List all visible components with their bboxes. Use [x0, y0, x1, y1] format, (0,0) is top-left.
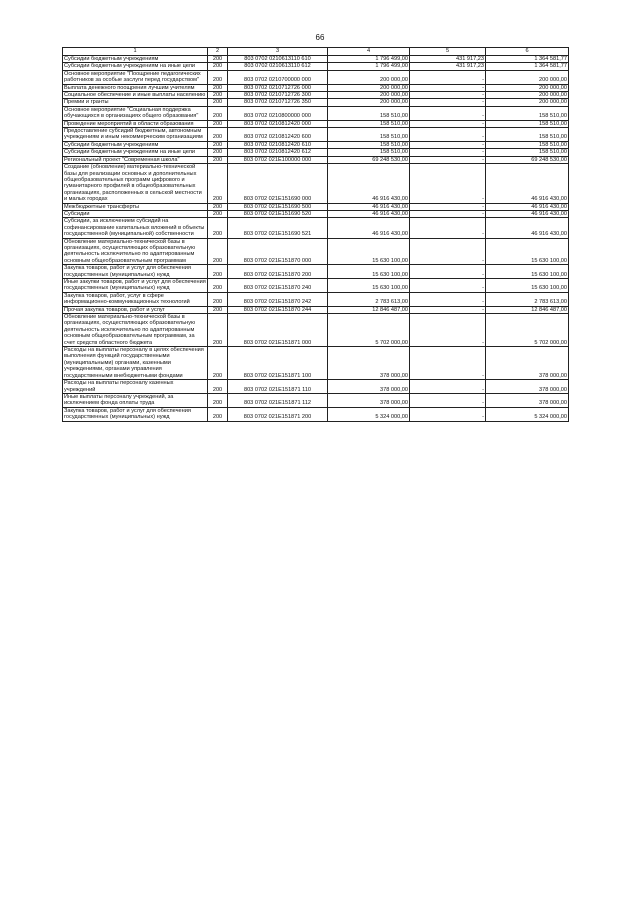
row-admin-cell: 200	[208, 238, 228, 265]
column-header: 4	[328, 48, 410, 56]
row-total-cell: 158 510,00	[486, 141, 569, 148]
column-header: 5	[410, 48, 486, 56]
row-admin-cell: 200	[208, 380, 228, 394]
row-amount-cell: 200 000,00	[328, 92, 410, 99]
row-code-cell: 803 0702 0210712726 350	[228, 99, 328, 106]
row-code-cell: 803 0702 021E151871 110	[228, 380, 328, 394]
row-code-cell: 803 0702 021E151871 000	[228, 314, 328, 347]
row-amount-cell: 5 324 000,00	[328, 407, 410, 421]
row-total-cell: 378 000,00	[486, 347, 569, 380]
table-row	[63, 120, 569, 127]
row-code-cell: 803 0702 0210812420 612	[228, 149, 328, 156]
table-row	[63, 306, 569, 313]
row-change-cell: 431 917,23	[410, 63, 486, 70]
row-name-cell: Закупка товаров, работ и услуг для обеспечения государственных (муниципальных) нужд	[63, 407, 208, 421]
row-amount-cell: 378 000,00	[328, 380, 410, 394]
row-name-cell: Обновление материально-технической базы в организациях, осуществляющих образовательную деятельность исключительно по адаптированным основным общеобразовательным программам, за счет средств областного бюджета	[63, 314, 208, 347]
row-change-cell: -	[410, 84, 486, 91]
row-total-cell: 378 000,00	[486, 380, 569, 394]
row-name-cell: Закупка товаров, работ, услуг в сфере информационно-коммуникационных технологий	[63, 292, 208, 306]
row-admin-cell: 200	[208, 120, 228, 127]
row-total-cell: 69 248 530,00	[486, 156, 569, 163]
row-admin-cell: 200	[208, 149, 228, 156]
table-row	[63, 106, 569, 120]
row-total-cell: 5 324 000,00	[486, 407, 569, 421]
row-code-cell: 803 0702 021E151870 000	[228, 238, 328, 265]
row-code-cell: 803 0702 021E151690 521	[228, 218, 328, 238]
row-name-cell: Субсидии бюджетным учреждениям на иные цели	[63, 149, 208, 156]
row-code-cell: 803 0702 021E151870 244	[228, 306, 328, 313]
header-row	[63, 48, 569, 56]
table-row	[63, 393, 569, 407]
row-amount-cell: 15 630 100,00	[328, 279, 410, 293]
row-change-cell: -	[410, 238, 486, 265]
row-name-cell: Расходы на выплаты персоналу в целях обеспечения выполнения функций государственными (муниципальными) органами, казенными учреждениями, органами управления государственными внебюджетными фондами	[63, 347, 208, 380]
row-change-cell: -	[410, 164, 486, 203]
row-change-cell: -	[410, 279, 486, 293]
row-change-cell: -	[410, 306, 486, 313]
row-name-cell: Основное мероприятие "Поощрение педагогических работников за особые заслуги перед государством"	[63, 70, 208, 84]
row-total-cell: 200 000,00	[486, 99, 569, 106]
row-admin-cell: 200	[208, 210, 228, 217]
budget-table	[62, 47, 569, 422]
row-code-cell: 803 0702 021E151690 500	[228, 203, 328, 210]
row-name-cell: Основное мероприятие "Социальная поддержка обучающихся в организациях общего образования"	[63, 106, 208, 120]
row-name-cell: Субсидии бюджетным учреждениям	[63, 141, 208, 148]
row-code-cell: 803 0702 0210613110 612	[228, 63, 328, 70]
table-row	[63, 238, 569, 265]
row-admin-cell: 200	[208, 203, 228, 210]
row-change-cell: -	[410, 99, 486, 106]
row-name-cell: Иные закупки товаров, работ и услуг для обеспечения государственных (муниципальных) нужд	[64, 279, 206, 292]
row-name-cell: Закупка товаров, работ и услуг для обеспечения государственных (муниципальных) нужд	[63, 265, 208, 279]
row-change-cell: -	[410, 347, 486, 380]
row-code-cell: 803 0702 0210712726 300	[228, 92, 328, 99]
row-code-cell: 803 0702 021E151871 100	[228, 347, 328, 380]
row-admin-cell: 200	[208, 70, 228, 84]
table-row	[63, 407, 569, 421]
row-total-cell: 46 916 430,00	[486, 210, 569, 217]
row-change-cell: -	[410, 203, 486, 210]
row-name-cell: Субсидии, за исключением субсидий на софинансирование капитальных вложений в объекты государственной (муниципальной) собственности	[63, 218, 208, 238]
row-code-cell: 803 0702 0210812420 600	[228, 128, 328, 142]
row-amount-cell: 158 510,00	[328, 120, 410, 127]
row-total-cell: 15 630 100,00	[486, 265, 569, 279]
row-amount-cell: 200 000,00	[328, 84, 410, 91]
row-admin-cell: 200	[208, 279, 228, 293]
row-change-cell: -	[410, 265, 486, 279]
row-amount-cell: 158 510,00	[328, 128, 410, 142]
row-name-cell: Субсидии	[63, 210, 208, 217]
row-change-cell: 431 917,23	[410, 56, 486, 63]
row-code-cell: 803 0702 0210700000 000	[228, 70, 328, 84]
row-amount-cell: 2 783 613,00	[328, 292, 410, 306]
row-amount-cell: 5 702 000,00	[328, 314, 410, 347]
row-total-cell: 46 916 430,00	[486, 203, 569, 210]
row-code-cell: 803 0702 0210613110 610	[228, 56, 328, 63]
row-amount-cell: 158 510,00	[328, 141, 410, 148]
row-total-cell: 46 916 430,00	[486, 164, 569, 203]
row-name-cell: Предоставление субсидий бюджетным, автономным учреждениям и иным некоммерческим организациям	[63, 128, 208, 142]
column-header: 6	[486, 48, 569, 56]
row-amount-cell: 1 796 499,00	[328, 56, 410, 63]
row-change-cell: -	[410, 106, 486, 120]
row-amount-cell: 200 000,00	[328, 70, 410, 84]
row-admin-cell: 200	[208, 164, 228, 203]
row-admin-cell: 200	[208, 265, 228, 279]
row-code-cell: 803 0702 021E151871 112	[228, 393, 328, 407]
table-row	[63, 99, 569, 106]
row-change-cell: -	[410, 380, 486, 394]
row-amount-cell: 46 916 430,00	[328, 164, 410, 203]
row-change-cell: -	[410, 149, 486, 156]
row-change-cell: -	[410, 92, 486, 99]
table-row	[63, 210, 569, 217]
row-change-cell: -	[410, 141, 486, 148]
row-name-cell: Субсидии бюджетным учреждениям на иные цели	[63, 63, 208, 70]
row-name-cell: Региональный проект "Современная школа"	[63, 156, 208, 163]
table-row	[63, 84, 569, 91]
row-code-cell: 803 0702 021E151690 000	[228, 164, 328, 203]
column-header: 2	[208, 48, 228, 56]
row-amount-cell: 378 000,00	[328, 347, 410, 380]
row-change-cell: -	[410, 70, 486, 84]
row-amount-cell: 46 916 430,00	[328, 218, 410, 238]
row-code-cell: 803 0702 021E151870 240	[228, 279, 328, 293]
row-total-cell: 15 630 100,00	[486, 238, 569, 265]
row-change-cell: -	[410, 314, 486, 347]
row-admin-cell: 200	[208, 92, 228, 99]
row-total-cell: 158 510,00	[486, 149, 569, 156]
row-admin-cell: 200	[208, 314, 228, 347]
row-admin-cell: 200	[208, 128, 228, 142]
row-name-cell: Прочая закупка товаров, работ и услуг	[63, 306, 208, 313]
row-name-cell: Обновление материально-технической базы в организациях, осуществляющих образовательную деятельность исключительно по адаптированным основным общеобразовательным программам	[63, 238, 208, 265]
table-row	[63, 203, 569, 210]
row-admin-cell: 200	[208, 84, 228, 91]
row-change-cell: -	[410, 292, 486, 306]
row-name-cell: Иные выплаты персоналу учреждений, за исключением фонда оплаты труда	[63, 393, 208, 407]
row-amount-cell: 378 000,00	[328, 393, 410, 407]
row-amount-cell: 200 000,00	[328, 99, 410, 106]
row-change-cell: -	[410, 128, 486, 142]
row-code-cell: 803 0702 021E151870 242	[228, 292, 328, 306]
row-total-cell: 200 000,00	[486, 70, 569, 84]
row-admin-cell: 200	[208, 393, 228, 407]
row-code-cell: 803 0702 021E100000 000	[228, 156, 328, 163]
row-total-cell: 15 630 100,00	[486, 279, 569, 293]
row-admin-cell: 200	[208, 156, 228, 163]
column-header: 1	[63, 48, 208, 56]
table-row	[63, 92, 569, 99]
row-admin-cell: 200	[208, 347, 228, 380]
row-change-cell: -	[410, 156, 486, 163]
row-amount-cell: 158 510,00	[328, 106, 410, 120]
row-code-cell: 803 0702 021E151870 200	[228, 265, 328, 279]
table-row	[63, 149, 569, 156]
row-code-cell: 803 0702 021E151871 200	[228, 407, 328, 421]
row-amount-cell: 69 248 530,00	[328, 156, 410, 163]
row-amount-cell: 15 630 100,00	[328, 238, 410, 265]
table-row	[63, 70, 569, 84]
row-total-cell: 46 916 430,00	[486, 218, 569, 238]
table-row	[63, 164, 569, 203]
row-code-cell: 803 0702 0210800000 000	[228, 106, 328, 120]
row-admin-cell: 200	[208, 141, 228, 148]
row-code-cell: 803 0702 021E151690 520	[228, 210, 328, 217]
table-row	[63, 347, 569, 380]
table-row	[63, 128, 569, 142]
column-header: 3	[228, 48, 328, 56]
row-change-cell: -	[410, 210, 486, 217]
row-name-cell: Премии и гранты	[63, 99, 208, 106]
row-change-cell: -	[410, 218, 486, 238]
row-name-cell: Проведение мероприятий в области образования	[63, 120, 208, 127]
row-name-cell: Социальное обеспечение и иные выплаты населению	[63, 92, 208, 99]
row-name-cell: Создание (обновление) материально-технической базы для реализации основных и дополнительных общеобразовательных программ цифрового и гуманитарного профилей в общеобразовательных организациях, расположенных в сельской местности и малых городах	[63, 164, 208, 203]
row-admin-cell: 200	[208, 63, 228, 70]
row-name-cell: Межбюджетные трансферты	[63, 203, 208, 210]
table-row	[63, 292, 569, 306]
table-row	[63, 314, 569, 347]
row-admin-cell: 200	[208, 306, 228, 313]
row-name-cell: Выплата денежного поощрения лучшим учителям	[63, 84, 208, 91]
row-change-cell: -	[410, 120, 486, 127]
table-row	[63, 156, 569, 163]
row-total-cell: 200 000,00	[486, 84, 569, 91]
row-total-cell: 200 000,00	[486, 92, 569, 99]
row-amount-cell: 46 916 430,00	[328, 210, 410, 217]
row-admin-cell: 200	[208, 106, 228, 120]
row-total-cell: 2 783 613,00	[486, 292, 569, 306]
row-name-cell: Расходы на выплаты персоналу казенных учреждений	[63, 380, 208, 394]
row-total-cell: 5 702 000,00	[486, 314, 569, 347]
page-number: 66	[315, 33, 325, 42]
row-amount-cell: 158 510,00	[328, 149, 410, 156]
table-row	[63, 218, 569, 238]
row-amount-cell: 12 846 487,00	[328, 306, 410, 313]
row-total-cell: 12 846 487,00	[486, 306, 569, 313]
row-amount-cell: 46 916 430,00	[328, 203, 410, 210]
row-total-cell: 1 364 581,77	[486, 56, 569, 63]
row-amount-cell: 1 796 499,00	[328, 63, 410, 70]
row-change-cell: -	[410, 393, 486, 407]
row-admin-cell: 200	[208, 407, 228, 421]
row-change-cell: -	[410, 407, 486, 421]
table-row	[63, 141, 569, 148]
row-code-cell: 803 0702 0210712726 000	[228, 84, 328, 91]
table-row	[63, 380, 569, 394]
table-row	[63, 265, 569, 279]
row-admin-cell: 200	[208, 99, 228, 106]
table-row	[63, 56, 569, 63]
row-amount-cell: 15 630 100,00	[328, 265, 410, 279]
row-code-cell: 803 0702 0210812420 000	[228, 120, 328, 127]
row-admin-cell: 200	[208, 292, 228, 306]
row-admin-cell: 200	[208, 218, 228, 238]
row-total-cell: 378 000,00	[486, 393, 569, 407]
row-total-cell: 158 510,00	[486, 106, 569, 120]
row-admin-cell: 200	[208, 56, 228, 63]
row-total-cell: 1 364 581,77	[486, 63, 569, 70]
row-name-cell: Субсидии бюджетным учреждениям	[63, 56, 208, 63]
table-row	[63, 63, 569, 70]
row-total-cell: 158 510,00	[486, 128, 569, 142]
table-row	[63, 279, 569, 293]
row-total-cell: 158 510,00	[486, 120, 569, 127]
row-code-cell: 803 0702 0210812420 610	[228, 141, 328, 148]
